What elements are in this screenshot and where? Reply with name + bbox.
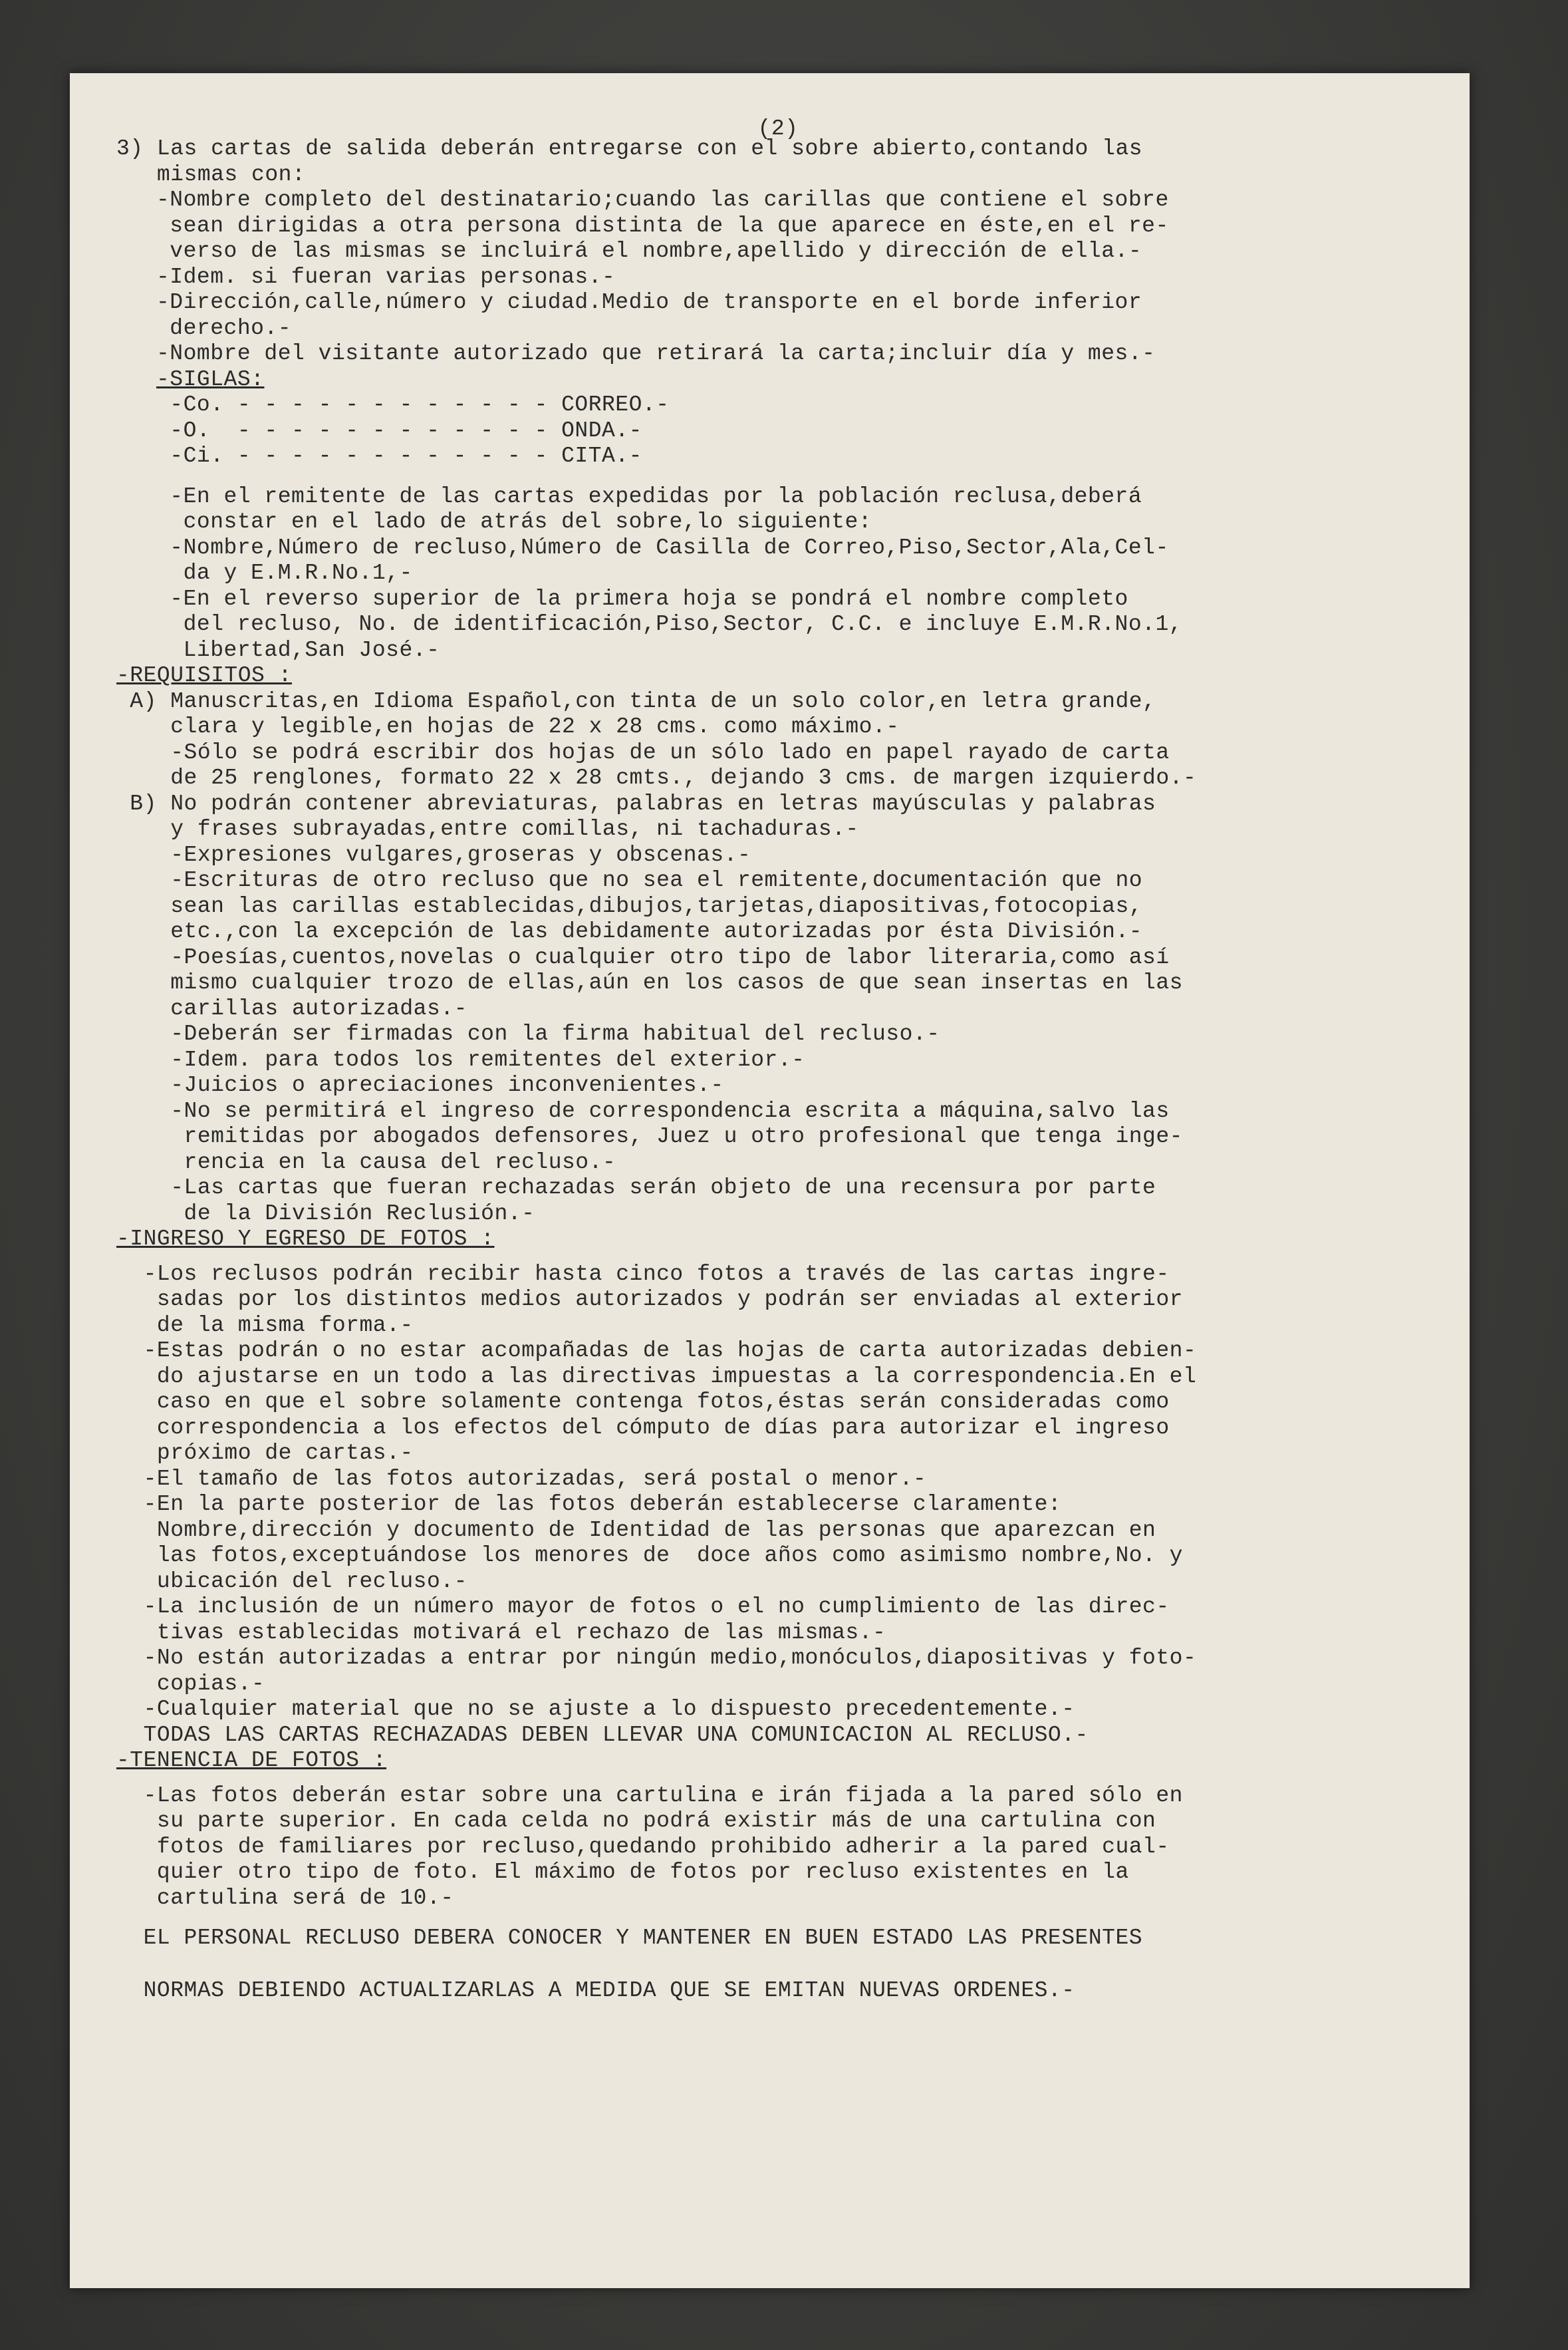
text-line: y frases subrayadas,entre comillas, ni tachaduras.- [116, 817, 859, 841]
text-line: -Idem. si fueran varias personas.- [156, 264, 616, 289]
text-line: -Juicios o apreciaciones inconvenientes.- [116, 1073, 724, 1098]
text-line: sean las carillas establecidas,dibujos,tarjetas,diapositivas,fotocopias, [116, 893, 1143, 919]
text-line: -Nombre completo del destinatario;cuando las carillas que contiene el sobre [156, 188, 1169, 212]
text-line: cartulina será de 10.- [116, 1885, 454, 1910]
text-line: -Las fotos deberán estar sobre una cartulina e irán fijada a la pared sólo en [116, 1783, 1183, 1808]
text-line: -Nombre,Número de recluso,Número de Casilla de Correo,Piso,Sector,Ala,Cel- [156, 535, 1169, 560]
text-line: -Estas podrán o no estar acompañadas de las hojas de carta autorizadas debien- [116, 1338, 1197, 1363]
text-line: sadas por los distintos medios autorizados y podrán ser enviadas al exterior [116, 1287, 1183, 1312]
text-line: -El tamaño de las fotos autorizadas, será postal o menor.- [116, 1466, 927, 1491]
text-line: derecho.- [156, 315, 292, 341]
text-line: TODAS LAS CARTAS RECHAZADAS DEBEN LLEVAR UNA COMUNICACION AL RECLUSO.- [116, 1722, 1089, 1747]
text-line: remitidas por abogados defensores, Juez u otro profesional que tenga inge- [116, 1124, 1183, 1149]
text-line: -En el remitente de las cartas expedidas por la población reclusa,deberá [156, 484, 1142, 509]
text-line: etc.,con la excepción de las debidamente autorizadas por ésta División.- [116, 919, 1143, 944]
text-line: tivas establecidas motivará el rechazo de las mismas.- [116, 1620, 886, 1645]
text-line: carillas autorizadas.- [116, 996, 467, 1021]
text-line: EL PERSONAL RECLUSO DEBERA CONOCER Y MANTENER EN BUEN ESTADO LAS PRESENTES [116, 1926, 1143, 1950]
typed-text-body [116, 116, 1440, 2003]
line-gap [116, 1252, 1440, 1262]
text-line: -En el reverso superior de la primera hoja se pondrá el nombre completo [156, 586, 1128, 611]
text-line: mismas con: [116, 162, 306, 187]
text-line: -Poesías,cuentos,novelas o cualquier otro tipo de labor literaria,como así [116, 945, 1170, 970]
document-sheet [70, 73, 1470, 2288]
text-line: -Dirección,calle,número y ciudad.Medio de transporte en el borde inferior [156, 290, 1142, 315]
text-line: -La inclusión de un número mayor de fotos o el no cumplimiento de las direc- [116, 1594, 1170, 1619]
text-line: las fotos,exceptuándose los menores de doce años como asimismo nombre,No. y [116, 1543, 1183, 1568]
section-heading: -INGRESO Y EGRESO DE FOTOS : [116, 1227, 495, 1251]
text-line: de la misma forma.- [116, 1312, 414, 1338]
text-line: -Expresiones vulgares,groseras y obscenas.- [116, 842, 751, 867]
text-line: -Ci. - - - - - - - - - - - - CITA.- [156, 444, 642, 468]
text-line: -En la parte posterior de las fotos deberán establecerse claramente: [116, 1492, 1062, 1517]
text-line: fotos de familiares por recluso,quedando prohibido adherir a la pared cual- [116, 1834, 1170, 1859]
text-line: caso en que el sobre solamente contenga fotos,éstas serán consideradas como [116, 1390, 1170, 1414]
text-line: -O. - - - - - - - - - - - - ONDA.- [156, 418, 642, 443]
text-line: B) No podrán contener abreviaturas, palabras en letras mayúsculas y palabras [116, 791, 1156, 816]
line-gap [116, 1774, 1440, 1783]
text-line: clara y legible,en hojas de 22 x 28 cms. como máximo.- [116, 714, 900, 739]
text-line: A) Manuscritas,en Idioma Español,con tinta de un solo color,en letra grande, [116, 688, 1156, 714]
text-line: -Las cartas que fueran rechazadas serán objeto de una recensura por parte [116, 1175, 1156, 1200]
text-line: do ajustarse en un todo a las directivas impuestas a la correspondencia.En el [116, 1364, 1197, 1389]
text-line: su parte superior. En cada celda no podrá existir más de una cartulina con [116, 1809, 1156, 1833]
text-line: -Deberán ser firmadas con la firma habitual del recluso.- [116, 1022, 940, 1046]
text-line: 3) Las cartas de salida deberán entregarse con el sobre abierto,contando las [116, 136, 1143, 161]
text-line: -Los reclusos podrán recibir hasta cinco fotos a través de las cartas ingre- [116, 1261, 1170, 1286]
text-line: -Idem. para todos los remitentes del exterior.- [116, 1047, 805, 1072]
text-lines [116, 136, 1440, 2003]
text-line: del recluso, No. de identificación,Piso,Sector, C.C. e incluye E.M.R.No.1, [156, 612, 1183, 637]
text-line: -Co. - - - - - - - - - - - - CORREO.- [156, 392, 670, 417]
text-line: de 25 renglones, formato 22 x 28 cmts., dejando 3 cms. de margen izquierdo.- [116, 766, 1197, 790]
text-line: -Nombre del visitante autorizado que retirará la carta;incluir día y mes.- [156, 341, 1156, 366]
text-line: quier otro tipo de foto. El máximo de fotos por recluso existentes en la [116, 1860, 1129, 1884]
text-line: verso de las mismas se incluirá el nombre,apellido y dirección de ella.- [156, 239, 1142, 263]
text-line: próximo de cartas.- [116, 1441, 414, 1465]
section-heading: -REQUISITOS : [116, 663, 292, 688]
line-gap [116, 470, 1440, 484]
text-line: Libertad,San José.- [156, 637, 440, 662]
text-line: sean dirigidas a otra persona distinta de la que aparece en éste,en el re- [156, 213, 1169, 238]
text-line: copias.- [116, 1671, 265, 1696]
section-heading: -SIGLAS: [156, 367, 265, 392]
text-line: -No están autorizadas a entrar por ningún medio,monóculos,diapositivas y foto- [116, 1646, 1197, 1670]
text-line: correspondencia a los efectos del cómputo de días para autorizar el ingreso [116, 1415, 1170, 1440]
text-line: constar en el lado de atrás del sobre,lo siguiente: [156, 510, 872, 534]
page-number: (2) [757, 116, 799, 141]
text-line: -Sólo se podrá escribir dos hojas de un sólo lado en papel rayado de carta [116, 740, 1170, 765]
text-line: rencia en la causa del recluso.- [116, 1149, 616, 1175]
text-line: NORMAS DEBIENDO ACTUALIZARLAS A MEDIDA QUE SE EMITAN NUEVAS ORDENES.- [116, 1978, 1075, 2003]
text-line: de la División Reclusión.- [116, 1201, 535, 1226]
text-line: mismo cualquier trozo de ellas,aún en los casos de que sean insertas en las [116, 970, 1183, 995]
text-line: da y E.M.R.No.1,- [156, 561, 413, 585]
section-heading: -TENENCIA DE FOTOS : [116, 1748, 387, 1773]
line-gap [116, 1952, 1440, 1978]
text-line: ubicación del recluso.- [116, 1568, 467, 1594]
text-line: Nombre,dirección y documento de Identidad de las personas que aparezcan en [116, 1517, 1156, 1542]
text-line: -No se permitirá el ingreso de correspondencia escrita a máquina,salvo las [116, 1098, 1170, 1123]
text-line: -Escrituras de otro recluso que no sea el remitente,documentación que no [116, 868, 1143, 893]
text-line: -Cualquier material que no se ajuste a lo dispuesto precedentemente.- [116, 1697, 1075, 1721]
line-gap [116, 1911, 1440, 1926]
